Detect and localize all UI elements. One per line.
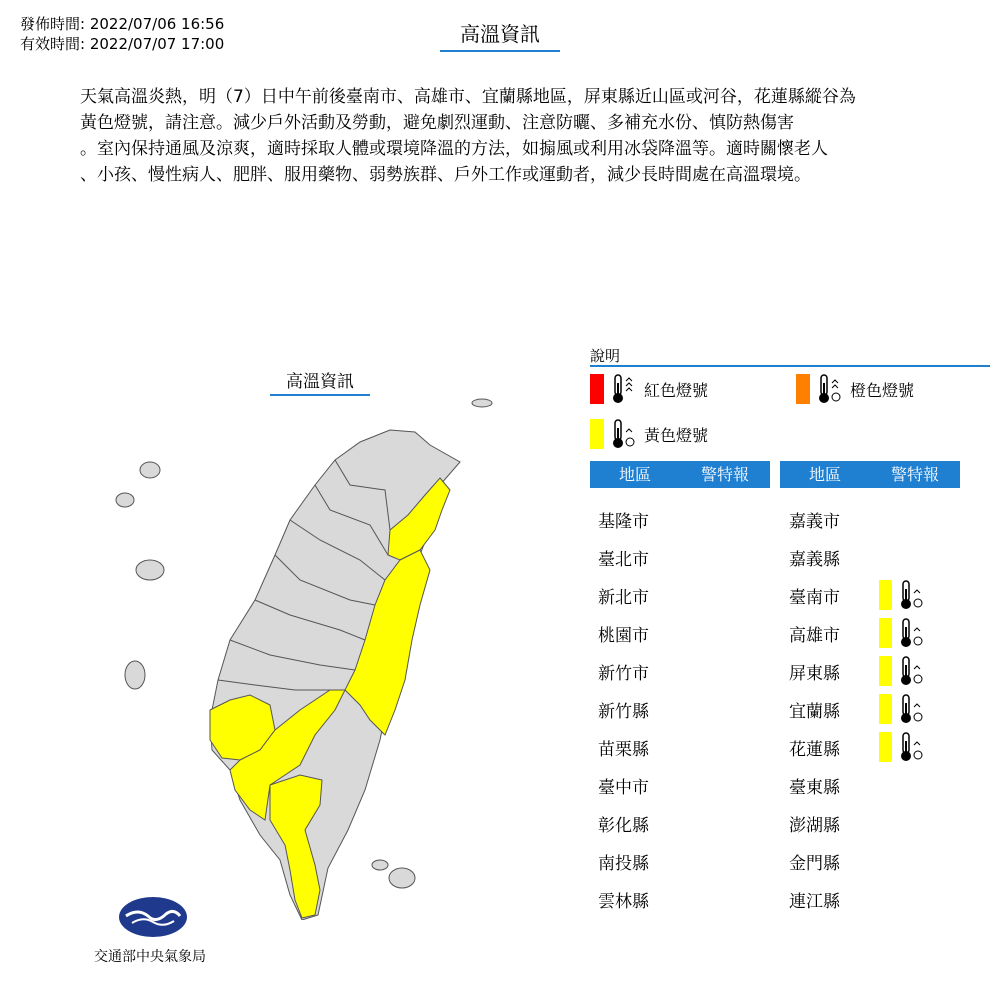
legend-yellow-label: 黃色燈號 <box>644 425 709 445</box>
red-swatch <box>590 374 604 404</box>
yellow-warning-indicator <box>879 579 924 611</box>
table-row <box>598 728 688 766</box>
table-row <box>598 690 688 728</box>
legend-title: 說明 <box>590 347 621 365</box>
table-row <box>789 690 924 728</box>
table-row <box>598 804 688 842</box>
area-name: 金門縣 <box>789 853 840 874</box>
legend-orange <box>796 373 914 405</box>
table-row <box>598 766 688 804</box>
table-row <box>789 576 924 614</box>
island-penghu-3 <box>136 560 164 580</box>
yellow-warning-indicator <box>879 731 924 763</box>
area-name: 臺東縣 <box>789 777 840 798</box>
table-row <box>789 880 879 918</box>
area-name: 桃園市 <box>598 625 649 646</box>
area-name: 連江縣 <box>789 891 840 912</box>
table-row <box>598 652 688 690</box>
table-row <box>598 576 688 614</box>
table-row <box>789 614 924 652</box>
yellow-bar <box>879 580 892 610</box>
table-row <box>789 842 879 880</box>
yellow-bar <box>879 618 892 648</box>
area-name: 宜蘭縣 <box>789 701 840 722</box>
table-header-right <box>780 461 960 488</box>
description-line: 。室內保持通風及涼爽，適時採取人體或環境降溫的方法，如搧風或利用冰袋降溫等。適時關懷老人 <box>80 139 828 159</box>
table-row <box>598 538 688 576</box>
yellow-bar <box>879 656 892 686</box>
table-row <box>598 880 688 918</box>
area-name: 雲林縣 <box>598 891 649 912</box>
valid-time: 有效時間: 2022/07/07 17:00 <box>20 35 225 53</box>
yellow-bar <box>879 732 892 762</box>
area-name: 基隆市 <box>598 511 649 532</box>
thermometer-icon <box>610 418 636 450</box>
table-row <box>598 500 688 538</box>
area-name: 新竹市 <box>598 663 649 684</box>
legend-yellow <box>590 418 708 450</box>
table-row <box>789 500 879 538</box>
area-name: 臺中市 <box>598 777 649 798</box>
time-info <box>20 14 224 54</box>
table-row <box>789 538 879 576</box>
thermometer-icon <box>898 579 924 611</box>
legend-red-label: 紅色燈號 <box>644 380 709 400</box>
area-name: 花蓮縣 <box>789 739 840 760</box>
cwb-logo <box>118 896 188 938</box>
thermometer-icon <box>898 731 924 763</box>
island-penghu-4 <box>125 661 145 689</box>
description-line: 、小孩、慢性病人、肥胖、服用藥物、弱勢族群、戶外工作或運動者，減少長時間處在高溫環境。 <box>80 165 811 185</box>
yellow-warning-indicator <box>879 693 924 725</box>
thermometer-icon <box>610 373 636 405</box>
table-row <box>789 804 879 842</box>
thermometer-icon <box>898 617 924 649</box>
table-row <box>789 728 924 766</box>
area-name: 嘉義縣 <box>789 549 840 570</box>
table-row <box>789 652 924 690</box>
table-header-left <box>590 461 770 488</box>
area-name: 新北市 <box>598 587 649 608</box>
area-name: 臺北市 <box>598 549 649 570</box>
yellow-bar <box>879 694 892 724</box>
area-name: 苗栗縣 <box>598 739 649 760</box>
island-orchid <box>389 868 415 888</box>
col-warn: 警特報 <box>700 465 749 484</box>
col-warn: 警特報 <box>890 465 939 484</box>
legend-orange-label: 橙色燈號 <box>850 380 915 400</box>
table-row <box>598 614 688 652</box>
thermometer-icon <box>816 373 842 405</box>
page-title: 高溫資訊 <box>440 18 560 52</box>
col-area: 地區 <box>808 465 841 484</box>
col-area: 地區 <box>618 465 651 484</box>
island-penghu-2 <box>116 493 134 507</box>
area-name: 新竹縣 <box>598 701 649 722</box>
thermometer-icon <box>898 655 924 687</box>
orange-swatch <box>796 374 810 404</box>
area-name: 彰化縣 <box>598 815 649 836</box>
legend-red <box>590 373 708 405</box>
area-name: 澎湖縣 <box>789 815 840 836</box>
taiwan-map <box>90 390 510 920</box>
description-line: 天氣高溫炎熱，明（7）日中午前後臺南市、高雄市、宜蘭縣地區，屏東縣近山區或河谷，花蓮縣縱谷為 <box>80 87 856 107</box>
table-row <box>789 766 879 804</box>
area-name: 臺南市 <box>789 587 840 608</box>
area-name: 南投縣 <box>598 853 649 874</box>
yellow-warning-indicator <box>879 655 924 687</box>
issue-time: 發佈時間: 2022/07/06 16:56 <box>20 15 225 33</box>
thermometer-icon <box>898 693 924 725</box>
table-row <box>598 842 688 880</box>
area-name: 嘉義市 <box>789 511 840 532</box>
area-name: 屏東縣 <box>789 663 840 684</box>
map-title: 高溫資訊 <box>270 367 370 396</box>
description-line: 黃色燈號，請注意。減少戶外活動及勞動，避免劇烈運動、注意防曬、多補充水份、慎防熱傷害 <box>80 113 794 133</box>
yellow-swatch <box>590 419 604 449</box>
agency-name: 交通部中央氣象局 <box>94 949 206 965</box>
island-green <box>372 860 388 870</box>
yellow-warning-indicator <box>879 617 924 649</box>
island-guishan <box>472 399 492 407</box>
description <box>80 84 930 188</box>
legend-divider <box>590 365 990 367</box>
island-penghu <box>140 462 160 478</box>
area-name: 高雄市 <box>789 625 840 646</box>
